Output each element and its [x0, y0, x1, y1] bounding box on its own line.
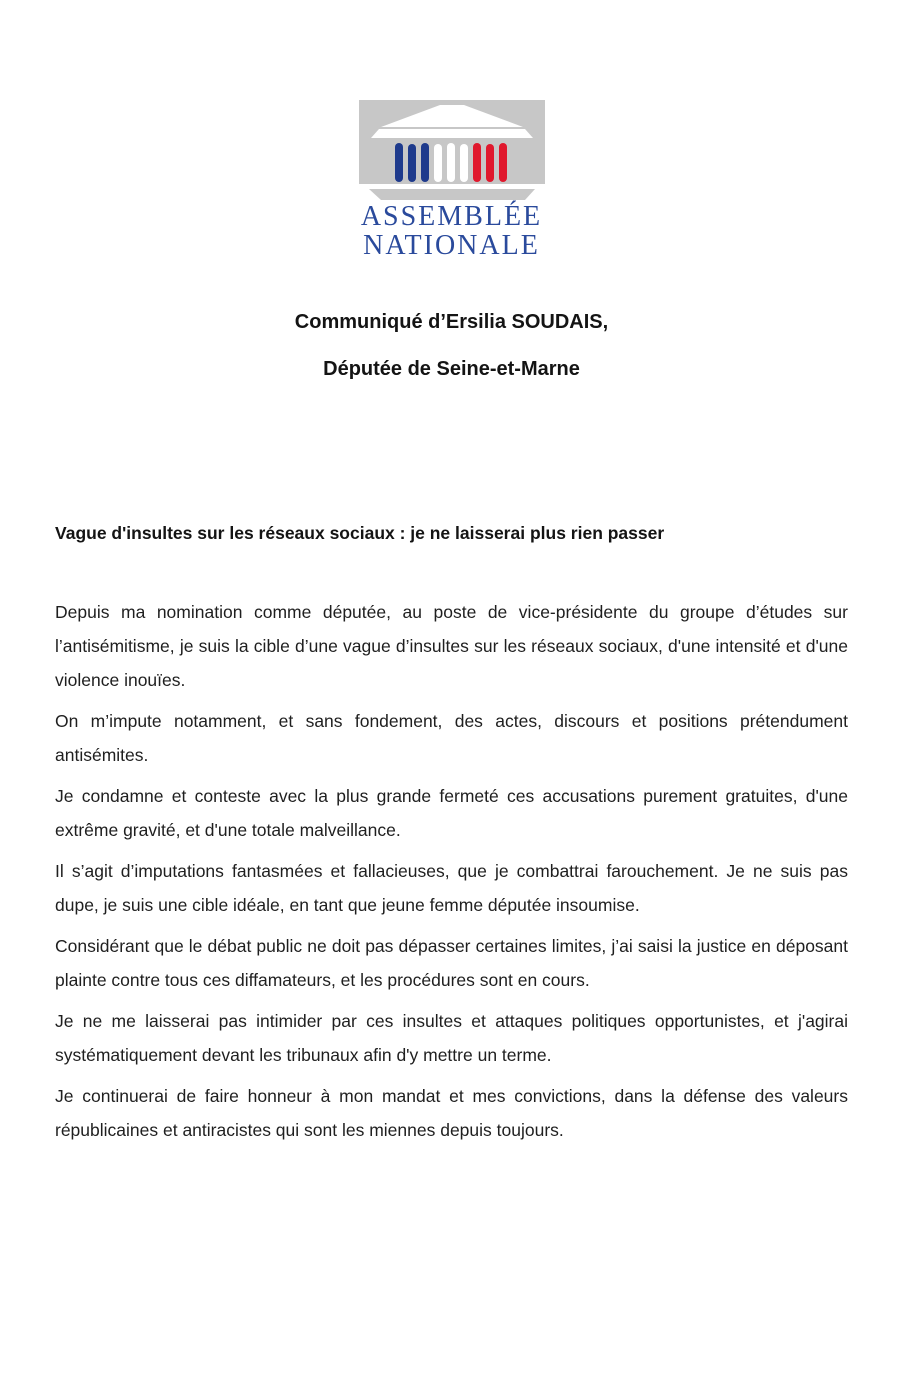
temple-emblem-icon [357, 100, 547, 202]
body-paragraph: Je continuerai de faire honneur à mon mandat et mes convictions, dans la défense des valeurs républicaines et antiracistes qui sont les miennes depuis toujours. [55, 1086, 848, 1140]
document-heading: Vague d'insultes sur les réseaux sociaux : je ne laisserai plus rien passer [55, 523, 665, 543]
document-title [55, 310, 848, 381]
title-line-2: Députée de Seine-et-Marne [323, 358, 580, 380]
logo-wordmark-line2: NATIONALE [363, 230, 540, 261]
body-paragraph: Depuis ma nomination comme députée, au poste de vice-présidente du groupe d’études sur l’antisémitisme, je suis la cible d’une vague d’insultes sur les réseaux sociaux, d'une intensité et d'une violence inouïes. [55, 602, 848, 690]
white-columns [434, 143, 468, 182]
body-paragraph: Je condamne et conteste avec la plus grande fermeté ces accusations purement gratuites, d'une extrême gravité, et d'une totale malveillance. [55, 786, 848, 840]
body-paragraph: On m’impute notamment, et sans fondement, des actes, discours et positions prétendument antisémites. [55, 711, 848, 765]
assemblee-nationale-logo [356, 100, 548, 260]
body-paragraph: Je ne me laisserai pas intimider par ces insultes et attaques politiques opportunistes, et j'agirai systématiquement devant les tribunaux afin d'y mettre un terme. [55, 1011, 848, 1065]
document-body [55, 595, 848, 1147]
logo-wordmark-line1: ASSEMBLÉE [360, 201, 543, 232]
title-line-1: Communiqué d’Ersilia SOUDAIS, [294, 311, 609, 333]
red-columns [473, 143, 507, 182]
blue-columns [395, 143, 429, 182]
body-paragraph: Il s’agit d’imputations fantasmées et fallacieuses, que je combattrai farouchement. Je ne suis pas dupe, je suis une cible idéale, en tant que jeune femme députée insoumise. [55, 861, 848, 915]
body-paragraph: Considérant que le débat public ne doit pas dépasser certaines limites, j’ai saisi la justice en déposant plainte contre tous ces diffamateurs, et les procédures sont en cours. [55, 936, 848, 990]
